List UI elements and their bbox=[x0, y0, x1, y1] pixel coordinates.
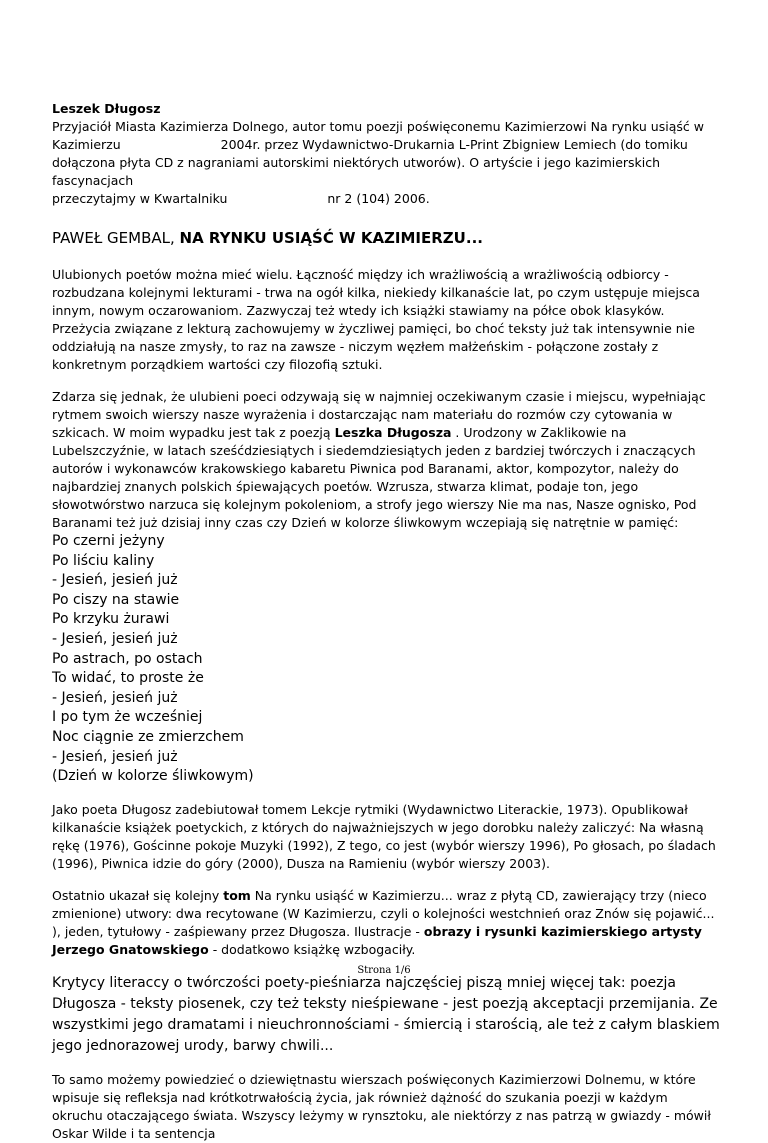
poem-line: - Jesień, jesień już bbox=[52, 572, 178, 589]
paragraph-2 bbox=[52, 388, 720, 532]
intro-line-3: dołączona płyta CD z nagraniami autorskimi niektórych utworów). O artyście i jego kazimierskich fascynacjach bbox=[52, 155, 661, 188]
intro-line-4b: nr 2 (104) 2006. bbox=[327, 191, 430, 206]
paragraph-4-after: - dodatkowo książkę wzbogaciły. bbox=[212, 941, 416, 957]
poem-line: Po astrach, po ostach bbox=[52, 650, 203, 667]
paragraph-3: Jako poeta Długosz zadebiutował tomem Lekcje rytmiki (Wydawnictwo Literackie, 1973). Opublikował kilkanaście książek poetyckich, z których do najważniejszych w jego dorobku należy zaliczyć: Na własną rękę (1976), Gościnne pokoje Muzyki (1992), Z tego, co jest (wybór wierszy 1996), Po głosach, po śladach (1996), Piwnica idzie do góry (2000), Dusza na Ramieniu (wybór wierszy 2003). bbox=[52, 801, 716, 871]
poem-line: Noc ciągnie ze zmierzchem bbox=[52, 728, 244, 745]
intro-block bbox=[52, 100, 720, 208]
paragraph-2-before: Zdarza się jednak, że ulubieni poeci odzywają się w najmniej oczekiwanym czasie i miejscu, wypełniając rytmem swoich wierszy nasze wyrażenia i dostarczając nam materiału do rozmów czy cytowania w szkicach. W moim wypadku jest tak z poezją bbox=[52, 389, 706, 440]
article-author: PAWEŁ GEMBAL, bbox=[52, 229, 175, 247]
poem-line: To widać, to proste że bbox=[52, 670, 204, 687]
intro-line-2 bbox=[52, 136, 720, 154]
poem-line: - Jesień, jesień już bbox=[52, 689, 178, 706]
article-title: NA RYNKU USIĄŚĆ W KAZIMIERZU... bbox=[179, 229, 483, 247]
intro-line-4 bbox=[52, 190, 720, 208]
paragraph-2-name: Leszka Długosza bbox=[334, 425, 452, 440]
poem-line: - Jesień, jesień już bbox=[52, 748, 178, 765]
poem-line: Po czerni jeżyny bbox=[52, 533, 165, 549]
poem-line: Po krzyku żurawi bbox=[52, 611, 170, 628]
paragraph-6: To samo możemy powiedzieć o dziewiętnastu wierszach poświęconych Kazimierzowi Dolnemu, w które wpisuje się refleksja nad krótkotrwałością życia, jak również dążność do szukania poezji w każdym okruchu otaczającego świata. Wszyscy leżymy w rynsztoku, ale niektórzy z nas patrzą w gwiazdy - mówił Oskar Wilde i ta sentencja bbox=[52, 1071, 711, 1141]
author-name: Leszek Długosz bbox=[52, 101, 161, 116]
intro-line-4a: przeczytajmy w Kwartalniku bbox=[52, 191, 228, 206]
poem-line: - Jesień, jesień już bbox=[52, 630, 178, 647]
intro-line-2b: 2004r. przez Wydawnictwo-Drukarnia L-Print Zbigniew Lemiech (do tomiku bbox=[220, 137, 688, 152]
intro-line-1: Przyjaciół Miasta Kazimierza Dolnego, autor tomu poezji poświęconemu Kazimierzowi Na rynku usiąść w bbox=[52, 119, 704, 134]
paragraph-1: Ulubionych poetów można mieć wielu. Łączność między ich wrażliwością a wrażliwością odbiorcy - rozbudzana kolejnymi lekturami - trwa na ogół kilka, niekiedy kilkanaście lat, po czym ustępuje miejsca innym, nowym oczarowaniom. Zazwyczaj też wtedy ich książki stawiamy na półce obok klasyków. Przeżycia związane z lekturą zachowujemy w życzliwej pamięci, bo choć teksty już tak intensywnie nie oddziałują na nasze zmysły, to raz na zawsze - niczym węzłem małżeńskim - połączone zostały z konkretnym porządkiem wartości czy filozofią sztuki. bbox=[52, 267, 700, 372]
paragraph-4-before: Ostatnio ukazał się kolejny bbox=[52, 887, 220, 903]
paragraph-4 bbox=[52, 887, 720, 959]
intro-line-2a: Kazimierzu bbox=[52, 137, 121, 152]
article-heading bbox=[52, 228, 720, 248]
poem-line: I po tym że wcześniej bbox=[52, 709, 203, 726]
page-footer: Strona 1/6 bbox=[357, 965, 411, 976]
poem-line: Po liściu kaliny bbox=[52, 552, 155, 569]
paragraph-5: Krytycy literaccy o twórczości poety-pieśniarza najczęściej piszą mniej więcej tak: poezja Długosza - teksty piosenek, czy też teksty nieśpiewane - jest poezją akceptacji przemijania. Ze wszystkimi jego dramatami i nieuchronnościami - śmiercią i starością, ale też z całym blaskiem jego jednorazowej urody, barwy chwili... bbox=[52, 974, 720, 1054]
poem-line: (Dzień w kolorze śliwkowym) bbox=[52, 768, 254, 785]
paragraph-4-tom: tom bbox=[223, 887, 251, 903]
document-page bbox=[52, 100, 720, 1143]
poem-line: Po ciszy na stawie bbox=[52, 591, 180, 608]
paragraph-4-middle: Na rynku usiąść w Kazimierzu... wraz z płytą CD, zawierający trzy (nieco zmienione) utwory: dwa recytowane (W Kazimierzu, czyli o kolejności westchnień oraz Znów się pojawić... ), jeden, tytułowy - zaśpiewany przez Długosza. Ilustracje - bbox=[52, 887, 715, 939]
paragraph-4-bold: obrazy i rysunki kazimierskiego artysty Jerzego Gnatowskiego bbox=[52, 923, 702, 957]
poem bbox=[52, 532, 720, 787]
paragraph-2-after: . Urodzony w Zaklikowie na Lubelszczyźnie, w latach sześćdziesiątych i siedemdziesiątych jeden z bardziej twórczych i znaczących autorów i wykonawców krakowskiego kabaretu Piwnica pod Baranami, aktor, kompozytor, należy do najbardziej znanych polskich śpiewających poetów. Wzrusza, stwarza klimat, podaje ton, jego słowotwórstwo narzuca się kolejnym pokoleniom, a strofy jego wierszy Nie ma nas, Nasze ognisko, Pod Baranami też już dzisiaj inny czas czy Dzień w kolorze śliwkowym wczepiają się natrętnie w pamięć: bbox=[52, 425, 697, 530]
